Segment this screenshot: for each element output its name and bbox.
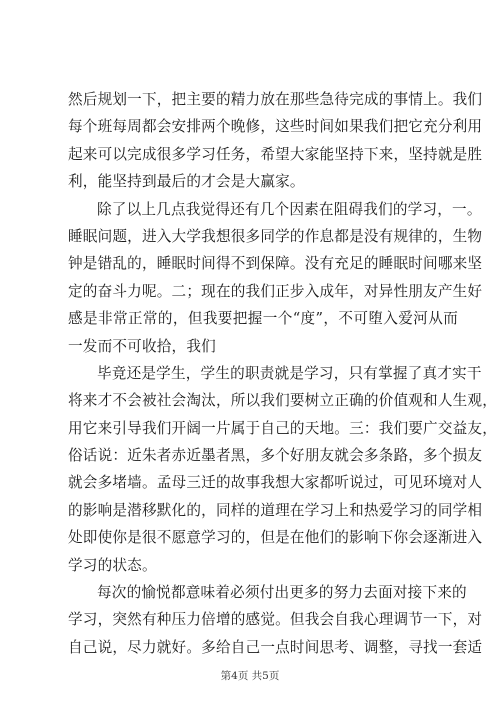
paragraph xyxy=(68,360,498,579)
text-line: 处即使你是很不愿意学习的，但是在他们的影响下你会逐渐进入 xyxy=(68,529,483,547)
text-line: 就会多堵墙。孟母三迁的故事我想大家都听说过，可见环境对人 xyxy=(68,474,483,492)
paragraph xyxy=(68,196,483,360)
text-line: 的影响是潜移默化的，同样的道理在学习上和热爱学习的同学相 xyxy=(68,501,483,519)
text-line: 毕竟还是学生，学生的职责就是学习，只有掌握了真才实干 xyxy=(97,364,482,382)
text-line: 学习，突然有种压力倍增的感觉。但我会自我心理调节一下，对 xyxy=(68,611,483,629)
text-line: 每个班每周都会安排两个晚修，这些时间如果我们把它充分利用 xyxy=(68,118,483,136)
text-line: 然后规划一下，把主要的精力放在那些急待完成的事情上。我们 xyxy=(68,91,483,108)
text-line: 感是非常正常的，但我要把握一个“度”，不可堕入爱河从而 xyxy=(68,310,458,328)
text-line: 钟是错乱的，睡眠时间得不到保障。没有充足的睡眠时间哪来坚 xyxy=(68,255,483,273)
paragraph xyxy=(68,579,483,661)
text-line: 自己说，尽力就好。多给自己一点时间思考、调整，寻找一套适 xyxy=(68,638,483,656)
document-body xyxy=(68,86,498,661)
text-line: 一发而不可收拾，我们 xyxy=(68,337,216,355)
text-line: 起来可以完成很多学习任务，希望大家能坚持下来，坚持就是胜 xyxy=(68,145,483,163)
text-line: 除了以上几点我觉得还有几个因素在阻碍我们的学习，一。 xyxy=(97,200,482,218)
paragraph xyxy=(68,86,483,196)
text-line: 用它来引导我们开阔一片属于自己的天地。三：我们要广交益友， xyxy=(68,419,498,437)
text-line: 睡眠问题，进入大学我想很多同学的作息都是没有规律的，生物 xyxy=(68,227,483,245)
text-line: 利，能坚持到最后的才会是大赢家。 xyxy=(68,173,305,191)
text-line: 定的奋斗力呢。二；现在的我们正步入成年，对异性朋友产生好 xyxy=(68,282,483,300)
text-line: 将来才不会被社会淘汰，所以我们要树立正确的价值观和人生观， xyxy=(68,392,498,410)
page-footer: 第4页 共5页 xyxy=(220,670,280,682)
text-line: 每次的愉悦都意味着必须付出更多的努力去面对接下来的 xyxy=(97,584,467,602)
text-line: 学习的状态。 xyxy=(68,556,157,574)
text-line: 俗话说：近朱者赤近墨者黑，多个好朋友就会多条路，多个损友 xyxy=(68,447,483,465)
